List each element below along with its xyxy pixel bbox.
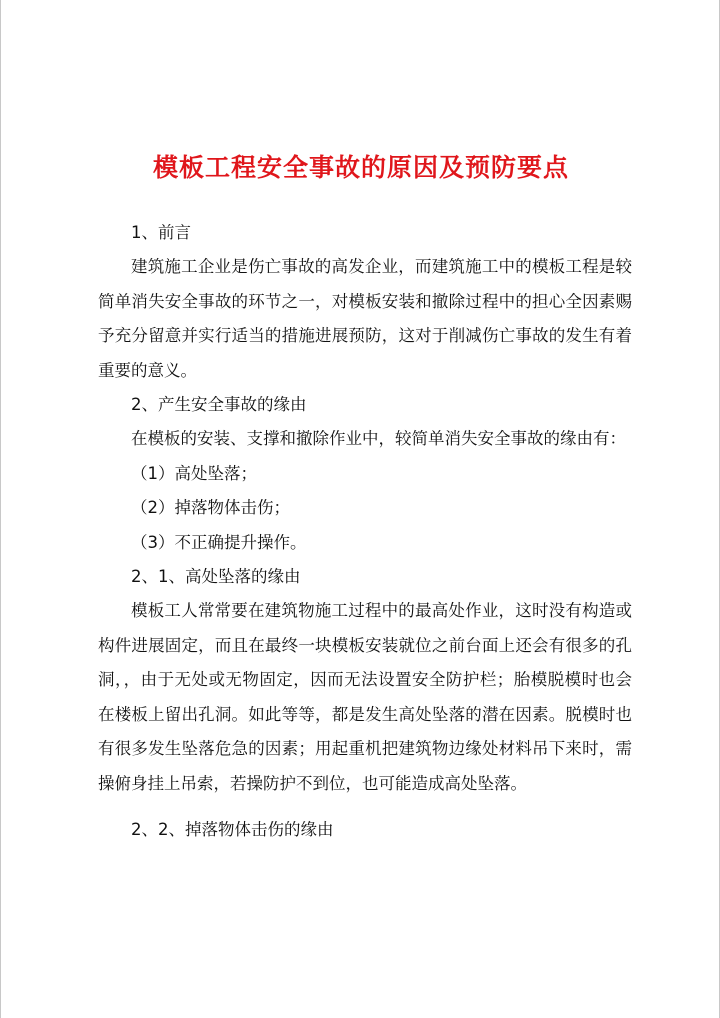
paragraph-preface: 建筑施工企业是伤亡事故的高发企业，而建筑施工中的模板工程是较简单消失安全事故的环节之一，对模板安装和撤除过程中的担心全因素赐予充分留意并实行适当的措施进展预防，这对于削减伤亡事故的发生有着重要的意义。 <box>98 257 632 380</box>
list-item-fall: （1）高处坠落； <box>131 463 257 483</box>
list-item-falling-object: （2）掉落物体击伤； <box>131 498 290 518</box>
document-body <box>98 216 632 847</box>
paragraph-causes-intro: 在模板的安装、支撑和撤除作业中，较简单消失安全事故的缘由有： <box>131 429 626 449</box>
subsection-heading-falling-object: 2、2、掉落物体击伤的缘由 <box>131 819 334 839</box>
document-title: 模板工程安全事故的原因及预防要点 <box>152 153 569 182</box>
subsection-heading-fall: 2、1、高处坠落的缘由 <box>131 567 301 587</box>
paragraph-fall-causes: 模板工人常常要在建筑物施工过程中的最高处作业，这时没有构造或构件进展固定，而且在最终一块模板安装就位之前台面上还会有很多的孔洞，，由于无处或无物固定，因而无法设置安全防护栏；胎模脱模时也会在楼板上留出孔洞。如此等等，都是发生高处坠落的潜在因素。脱模时也有很多发生坠落危急的因素；用起重机把建筑物边缘处材料吊下来时，需操俯身挂上吊索，若操防护不到位，也可能造成高处坠落。 <box>98 601 632 793</box>
list-item-lifting: （3）不正确提升操作。 <box>131 532 307 552</box>
section-heading-causes: 2、产生安全事故的缘由 <box>131 395 307 415</box>
section-heading-preface: 1、前言 <box>131 223 191 242</box>
